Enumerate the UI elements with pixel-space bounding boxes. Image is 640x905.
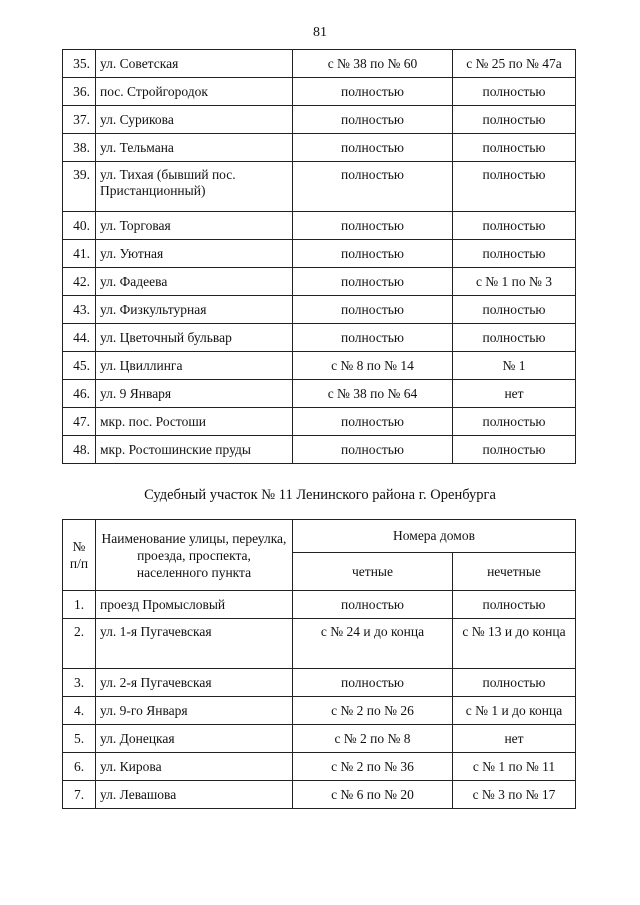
table-row — [63, 669, 576, 697]
row-number: 4. — [63, 697, 96, 725]
section-title: Судебный участок № 11 Ленинского района г. Оренбурга — [144, 487, 496, 503]
even-houses: полностью — [293, 591, 453, 619]
row-number: 2. — [63, 619, 96, 669]
street-name: мкр. Ростошинские пруды — [96, 436, 293, 464]
row-number: 1. — [63, 591, 96, 619]
table-row — [63, 408, 576, 436]
street-name: ул. 1-я Пугачевская — [96, 619, 293, 669]
table-row — [63, 781, 576, 809]
row-number: 7. — [63, 781, 96, 809]
street-name: проезд Промысловый — [96, 591, 293, 619]
row-number: 36. — [63, 78, 96, 106]
odd-houses: полностью — [453, 134, 576, 162]
even-houses: полностью — [293, 162, 453, 212]
even-houses: полностью — [293, 240, 453, 268]
row-number: 39. — [63, 162, 96, 212]
odd-houses: № 1 — [453, 352, 576, 380]
odd-houses: с № 25 по № 47а — [453, 50, 576, 78]
table-row — [63, 591, 576, 619]
odd-houses: полностью — [453, 240, 576, 268]
odd-houses: полностью — [453, 212, 576, 240]
street-name: ул. Донецкая — [96, 725, 293, 753]
even-houses: полностью — [293, 324, 453, 352]
street-name: ул. Тихая (бывший пос. Пристанционный) — [96, 162, 293, 212]
table-row — [63, 296, 576, 324]
table-row — [63, 106, 576, 134]
even-houses: полностью — [293, 78, 453, 106]
street-name: ул. Торговая — [96, 212, 293, 240]
even-houses: полностью — [293, 669, 453, 697]
header-odd: нечетные — [453, 553, 576, 591]
street-name: ул. Цвиллинга — [96, 352, 293, 380]
odd-houses: с № 1 и до конца — [453, 697, 576, 725]
even-houses: с № 24 и до конца — [293, 619, 453, 669]
table-row — [63, 50, 576, 78]
odd-houses: полностью — [453, 162, 576, 212]
street-name: ул. Советская — [96, 50, 293, 78]
court-district-table-continued — [62, 49, 576, 464]
even-houses: с № 6 по № 20 — [293, 781, 453, 809]
even-houses: с № 38 по № 64 — [293, 380, 453, 408]
row-number: 3. — [63, 669, 96, 697]
odd-houses: полностью — [453, 408, 576, 436]
row-number: 35. — [63, 50, 96, 78]
odd-houses: полностью — [453, 324, 576, 352]
table-row — [63, 324, 576, 352]
table-row — [63, 212, 576, 240]
table-row — [63, 619, 576, 669]
table-row — [63, 697, 576, 725]
table-row — [63, 380, 576, 408]
street-name: ул. Фадеева — [96, 268, 293, 296]
street-name: ул. 9-го Января — [96, 697, 293, 725]
table-row — [63, 268, 576, 296]
page-number: 81 — [313, 25, 327, 40]
street-name: ул. Левашова — [96, 781, 293, 809]
street-name: ул. Цветочный бульвар — [96, 324, 293, 352]
row-number: 43. — [63, 296, 96, 324]
street-name: ул. 9 Января — [96, 380, 293, 408]
even-houses: полностью — [293, 436, 453, 464]
street-name: ул. Уютная — [96, 240, 293, 268]
row-number: 40. — [63, 212, 96, 240]
row-number: 47. — [63, 408, 96, 436]
odd-houses: полностью — [453, 669, 576, 697]
street-name: ул. Тельмана — [96, 134, 293, 162]
even-houses: полностью — [293, 296, 453, 324]
street-name: ул. 2-я Пугачевская — [96, 669, 293, 697]
header-even: четные — [293, 553, 453, 591]
street-name: ул. Сурикова — [96, 106, 293, 134]
odd-houses: полностью — [453, 106, 576, 134]
row-number: 41. — [63, 240, 96, 268]
row-number: 38. — [63, 134, 96, 162]
row-number: 37. — [63, 106, 96, 134]
odd-houses: нет — [453, 380, 576, 408]
row-number: 5. — [63, 725, 96, 753]
odd-houses: с № 1 по № 11 — [453, 753, 576, 781]
even-houses: полностью — [293, 106, 453, 134]
row-number: 48. — [63, 436, 96, 464]
table-row — [63, 162, 576, 212]
row-number: 42. — [63, 268, 96, 296]
even-houses: полностью — [293, 408, 453, 436]
table-row — [63, 753, 576, 781]
odd-houses: с № 3 по № 17 — [453, 781, 576, 809]
street-name: ул. Кирова — [96, 753, 293, 781]
header-number: № п/п — [63, 520, 96, 591]
even-houses: с № 2 по № 36 — [293, 753, 453, 781]
even-houses: с № 8 по № 14 — [293, 352, 453, 380]
table-row — [63, 78, 576, 106]
header-house-numbers: Номера домов — [293, 520, 576, 553]
odd-houses: полностью — [453, 296, 576, 324]
even-houses: с № 2 по № 8 — [293, 725, 453, 753]
row-number: 6. — [63, 753, 96, 781]
odd-houses: с № 1 по № 3 — [453, 268, 576, 296]
street-name: мкр. пос. Ростоши — [96, 408, 293, 436]
odd-houses: полностью — [453, 78, 576, 106]
table-row — [63, 240, 576, 268]
even-houses: полностью — [293, 134, 453, 162]
odd-houses: полностью — [453, 436, 576, 464]
row-number: 45. — [63, 352, 96, 380]
row-number: 46. — [63, 380, 96, 408]
street-name: ул. Физкультурная — [96, 296, 293, 324]
odd-houses: с № 13 и до конца — [453, 619, 576, 669]
table-row — [63, 134, 576, 162]
row-number: 44. — [63, 324, 96, 352]
street-name: пос. Стройгородок — [96, 78, 293, 106]
table-row — [63, 725, 576, 753]
table-row — [63, 352, 576, 380]
header-name: Наименование улицы, переулка, проезда, проспекта, населенного пункта — [96, 520, 293, 591]
court-district-11-table — [62, 519, 576, 809]
even-houses: полностью — [293, 268, 453, 296]
even-houses: полностью — [293, 212, 453, 240]
odd-houses: нет — [453, 725, 576, 753]
table-row — [63, 436, 576, 464]
odd-houses: полностью — [453, 591, 576, 619]
even-houses: с № 38 по № 60 — [293, 50, 453, 78]
even-houses: с № 2 по № 26 — [293, 697, 453, 725]
